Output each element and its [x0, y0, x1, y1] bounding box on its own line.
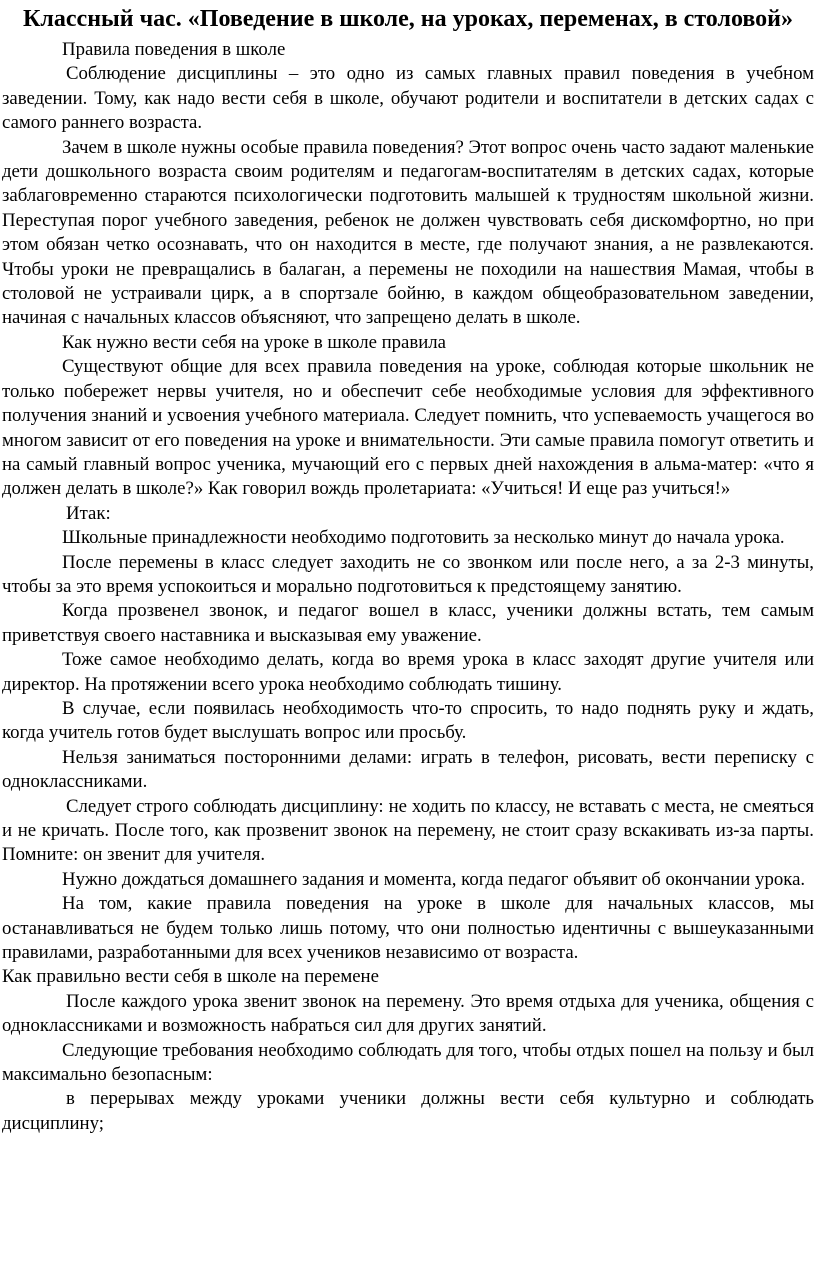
paragraph-why-rules: Зачем в школе нужны особые правила поведения? Этот вопрос очень часто задают маленькие дети дошкольного возраста своим родителям и педагогам-воспитателям в детских садах, которые заблаговременно стараются психологически подготовить малышей к трудностям школьной жизни. Переступая порог учебного заведения, ребенок не должен чувствовать себя дискомфортно, но при этом обязан четко осознавать, что он находится в месте, где получают знания, а не развлекаются. Чтобы уроки не превращались в балаган, а перемены не походили на нашествия Мамая, чтобы в столовой не устраивали цирк, а в спортзале бойню, в каждом общеобразовательном заведении, начиная с начальных классов объясняют, что запрещено делать в школе.: [2, 136, 814, 329]
paragraph-after-break: После перемены в класс следует заходить не со звонком или после него, а за 2-3 минуты, чтобы за это время успокоиться и морально подготовиться к предстоящему занятию.: [2, 551, 814, 597]
paragraph-raise-hand: В случае, если появилась необходимость что-то спросить, то надо поднять руку и ждать, когда учитель готов будет выслушать вопрос или просьбу.: [2, 697, 814, 744]
paragraph-strict-discipline: Следует строго соблюдать дисциплину: не ходить по классу, не вставать с места, не смеяться и не кричать. После того, как прозвенит звонок на перемену, не стоит сразу вскакивать из-за парты. Помните: он звенит для учителя.: [2, 795, 814, 866]
paragraph-supplies: Школьные принадлежности необходимо подготовить за несколько минут до начала урока.: [62, 527, 785, 549]
paragraph-discipline: Соблюдение дисциплины – это одно из самых главных правил поведения в учебном заведении. Тому, как надо вести себя в школе, обучают родители и воспитатели в детских садах с самого раннего возраста.: [2, 63, 814, 134]
paragraph-other-teachers: Тоже самое необходимо делать, когда во время урока в класс заходят другие учителя или директор. На протяжении всего урока необходимо соблюдать тишину.: [2, 649, 814, 695]
paragraph-no-distractions: Нельзя заниматься посторонними делами: играть в телефон, рисовать, вести переписку с одноклассниками.: [2, 746, 814, 793]
paragraph-primary-classes: На том, какие правила поведения на уроке в школе для начальных классов, мы останавливаться не будем только лишь потому, что они полностью идентичны с вышеуказанными правилами, разработанными для всех учеников независимо от возраста.: [2, 893, 814, 964]
section-heading-school-rules: Правила поведения в школе: [62, 39, 286, 60]
section-heading-break-rules: Как правильно вести себя в школе на перемене: [2, 966, 379, 988]
document-title: Классный час. «Поведение в школе, на уроках, переменах, в столовой»: [23, 6, 793, 32]
paragraph-bell-stand: Когда прозвенел звонок, и педагог вошел в класс, ученики должны встать, тем самым приветствуя своего наставника и высказывая ему уважение.: [2, 600, 814, 646]
paragraph-general-rules: Существуют общие для всех правила поведения на уроке, соблюдая которые школьник не только побережет нервы учителя, но и обеспечит себе необходимые условия для эффективного получения знаний и усвоения учебного материала. Следует помнить, что успеваемость учащегося во многом зависит от его поведения на уроке и внимательности. Эти самые правила помогут ответить и на самый главный вопрос ученика, мучающий его с первых дней нахождения в альма-матер: «что я должен делать в школе?» Как говорил вождь пролетариата: «Учиться! И еще раз учиться!»: [2, 356, 814, 500]
paragraph-so: Итак:: [66, 502, 111, 524]
paragraph-requirements: Следующие требования необходимо соблюдать для того, чтобы отдых пошел на пользу и был максимально безопасным:: [2, 1039, 814, 1086]
section-heading-lesson-rules: Как нужно вести себя на уроке в школе правила: [62, 331, 447, 353]
paragraph-between-lessons: в перерывах между уроками ученики должны вести себя культурно и соблюдать дисциплину;: [2, 1088, 814, 1134]
paragraph-homework: Нужно дождаться домашнего задания и момента, когда педагог объявит об окончании урока.: [62, 868, 806, 890]
paragraph-bell-break: После каждого урока звенит звонок на перемену. Это время отдыха для ученика, общения с одноклассниками и возможность набраться сил для других занятий.: [2, 990, 814, 1037]
